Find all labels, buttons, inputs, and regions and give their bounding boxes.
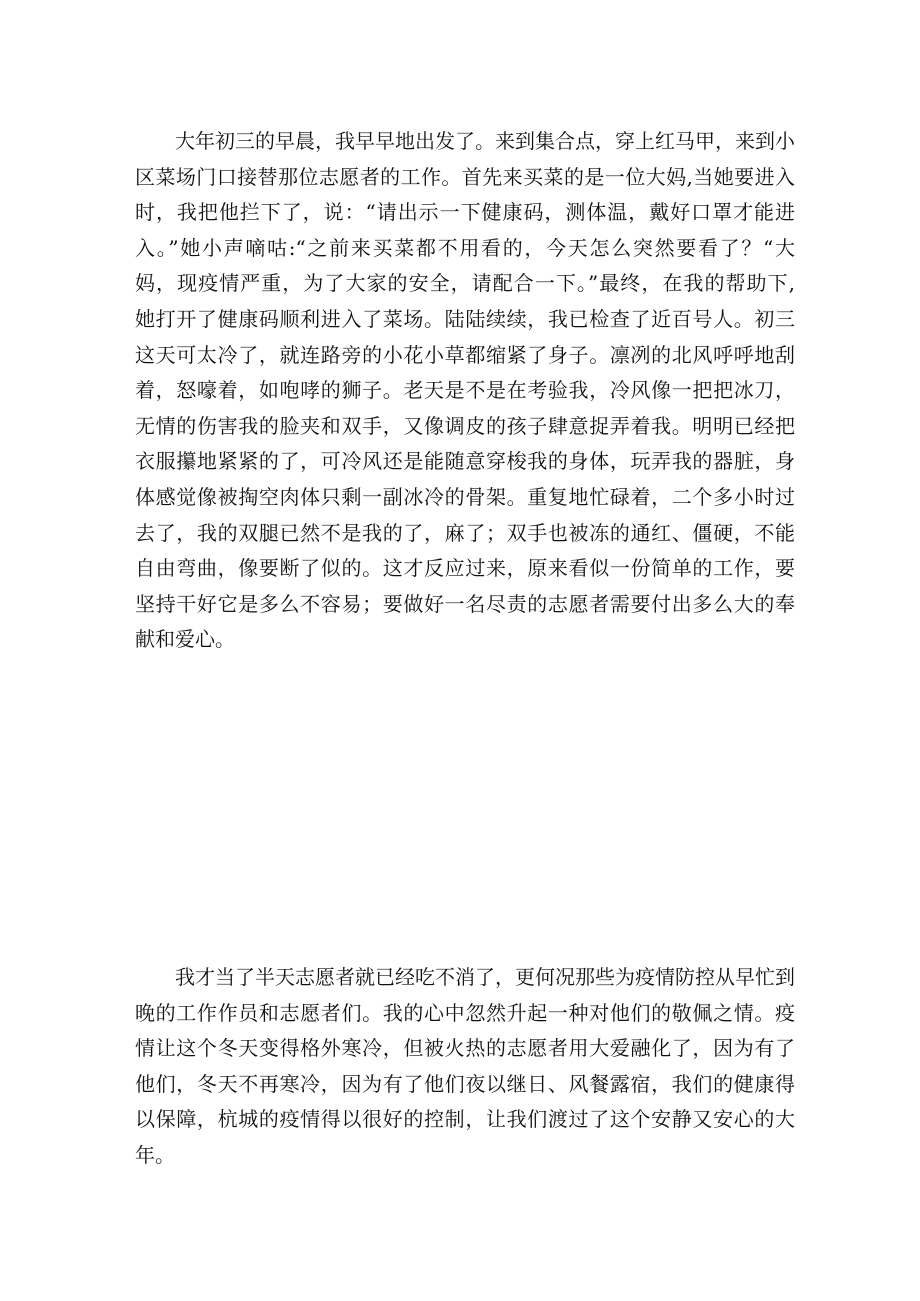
paragraph-line: 情让这个冬天变得格外寒冷，但被火热的志愿者用大爱融化了，因为有了 — [135, 1036, 795, 1061]
paragraph-line: 大年初三的早晨，我早早地出发了。来到集合点，穿上红马甲，来到小 — [135, 129, 795, 153]
paragraph-line: 晚的工作作员和志愿者们。我的心中忽然升起一种对他们的敬佩之情。疫 — [135, 1000, 795, 1025]
paragraph-line: 妈，现疫情严重，为了大家的安全，请配合一下。”最终，在我的帮助下, — [135, 271, 795, 296]
paragraph-line: 以保障，杭城的疫情得以很好的控制，让我们渡过了这个安静又安心的大 — [135, 1107, 795, 1132]
paragraph-line: 时，我把他拦下了，说：“请出示一下健康码，测体温，戴好口罩才能进 — [135, 200, 795, 225]
paragraph-line: 坚持干好它是多么不容易；要做好一名尽责的志愿者需要付出多么大的奉 — [135, 591, 795, 616]
paragraph-line: 她打开了健康码顺利进入了菜场。陆陆续续，我已检查了近百号人。初三 — [135, 306, 795, 331]
paragraph-line: 入。”她小声嘀咕:“之前来买菜都不用看的，今天怎么突然要看了？“大 — [135, 235, 795, 260]
paragraph-line: 体感觉像被掏空肉体只剩一副冰冷的骨架。重复地忙碌着，二个多小时过 — [135, 484, 795, 509]
paragraph-line: 年。 — [135, 1142, 175, 1167]
paragraph-line: 他们，冬天不再寒冷，因为有了他们夜以继日、风餐露宿，我们的健康得 — [135, 1071, 795, 1096]
paragraph-1 — [135, 124, 795, 658]
paragraph-line: 无情的伤害我的脸夹和双手，又像调皮的孩子肆意捉弄着我。明明已经把 — [135, 413, 795, 438]
paragraph-line: 区菜场门口接替那位志愿者的工作。首先来买菜的是一位大妈,当她要进入 — [135, 164, 795, 189]
paragraph-line: 去了，我的双腿已然不是我的了，麻了；双手也被冻的通红、僵硬，不能 — [135, 520, 795, 545]
paragraph-line: 我才当了半天志愿者就已经吃不消了，更何况那些为疫情防控从早忙到 — [135, 965, 795, 989]
paragraph-line: 献和爱心。 — [135, 627, 235, 652]
paragraph-line: 着，怒嚎着，如咆哮的狮子。老天是不是在考验我，冷风像一把把冰刀， — [135, 378, 795, 403]
paragraph-line: 这天可太冷了，就连路旁的小花小草都缩紧了身子。凛冽的北风呼呼地刮 — [135, 342, 795, 367]
paragraph-line: 衣服攥地紧紧的了，可冷风还是能随意穿梭我的身体，玩弄我的器脏，身 — [135, 449, 795, 474]
paragraph-2 — [135, 960, 795, 1174]
paragraph-line: 自由弯曲，像要断了似的。这才反应过来，原来看似一份简单的工作，要 — [135, 556, 795, 581]
